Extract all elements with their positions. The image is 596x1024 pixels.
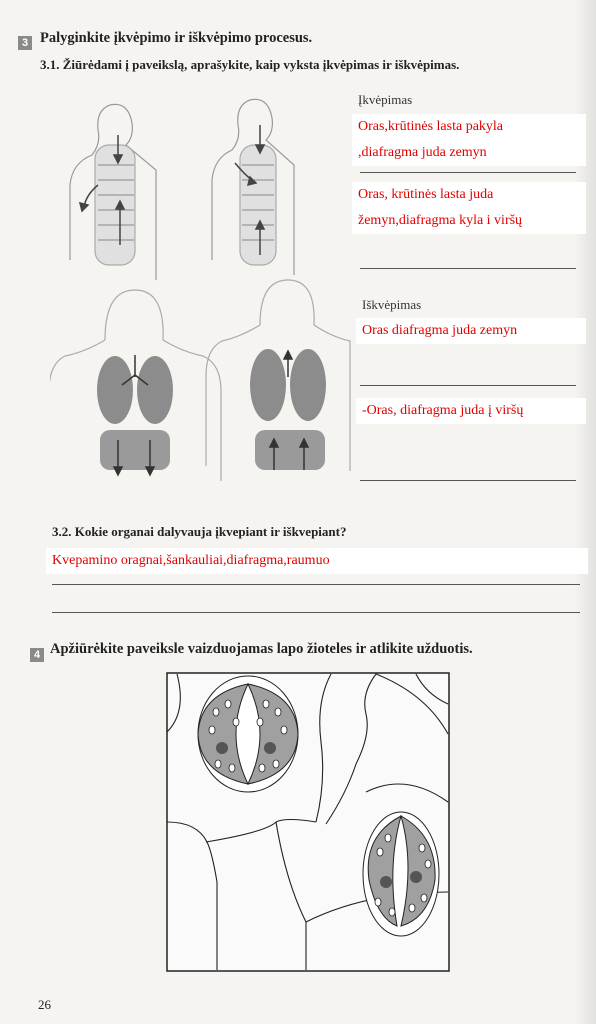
question-3-2-answer[interactable]: Kvepamino oragnai,šankauliai,diafragma,raumuo — [46, 548, 588, 574]
exhale-answer-1[interactable]: Oras diafragma juda zemyn — [356, 318, 586, 344]
answer-line — [52, 584, 580, 585]
inhale-answer-1b: ,diafragma juda zemyn — [358, 145, 487, 160]
answer-line — [360, 385, 576, 386]
lower-stoma — [363, 812, 439, 936]
stomata-illustration — [166, 672, 450, 972]
question-3-1: 3.1. Žiūrėdami į paveikslą, aprašykite, kaip vyksta įkvėpimas ir iškvėpimas. — [40, 57, 460, 72]
answer-line — [360, 480, 576, 481]
inhale-answer-2b: žemyn,diafragma kyla i viršų — [358, 213, 523, 228]
question-3-2: 3.2. Kokie organai dalyvauja įkvepiant ir iškvepiant? — [52, 524, 347, 539]
inhale-answer-2a: Oras, krūtinės lasta juda — [358, 187, 494, 202]
exhale-ribcage-figure — [212, 99, 294, 275]
exhale-label: Iškvėpimas — [362, 297, 422, 312]
inhale-label: Įkvėpimas — [358, 92, 413, 107]
exhale-answer-2[interactable]: -Oras, diafragma juda į viršų — [356, 398, 586, 424]
task-4-number: 4 — [30, 648, 44, 662]
task-4-title: Apžiūrėkite paveiksle vaizduojamas lapo žioteles ir atlikite užduotis. — [50, 641, 473, 657]
task-3-title: Palyginkite įkvėpimo ir iškvėpimo procesus. — [40, 30, 313, 46]
inhale-ribcage-figure — [70, 104, 156, 280]
answer-line — [360, 268, 576, 269]
answer-line — [52, 612, 580, 613]
inhale-lungs-figure — [50, 290, 221, 481]
task-3-number: 3 — [18, 36, 32, 50]
breathing-illustrations — [50, 85, 360, 485]
inhale-answer-1[interactable] — [352, 114, 586, 166]
exhale-lungs-figure — [206, 280, 350, 471]
inhale-answer-2[interactable] — [352, 182, 586, 234]
answer-line — [360, 172, 576, 173]
page-number: 26 — [38, 997, 51, 1012]
inhale-answer-1a: Oras,krūtinės lasta pakyla — [358, 119, 504, 134]
upper-stoma — [198, 676, 298, 792]
